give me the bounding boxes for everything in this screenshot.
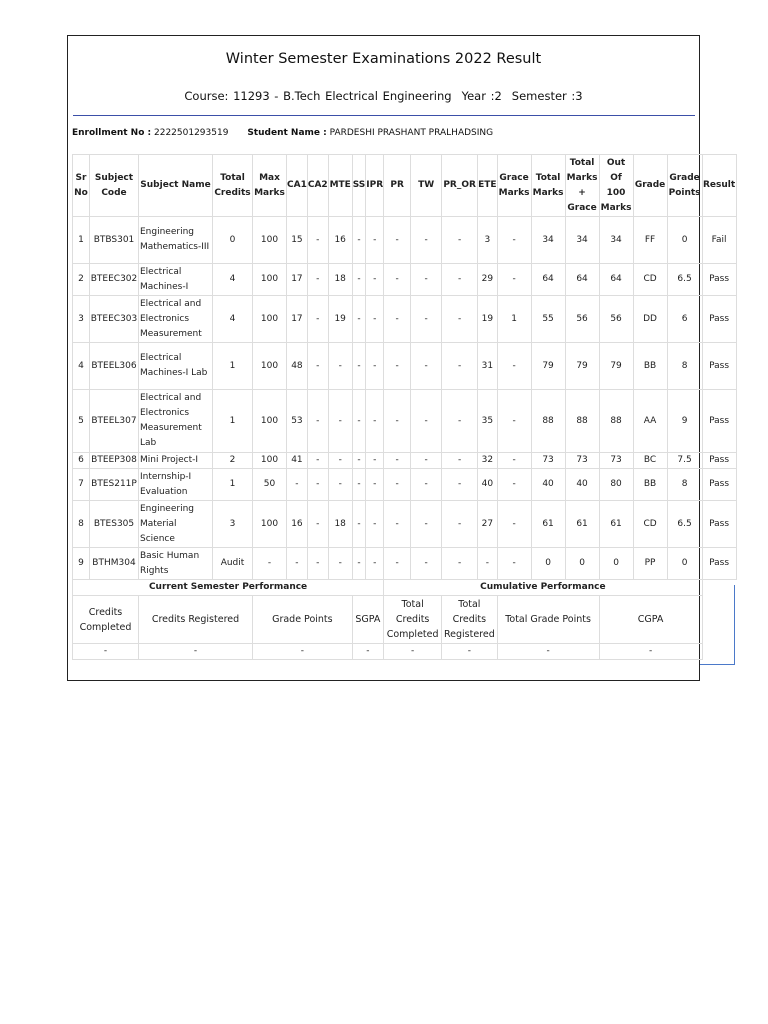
- table-cell: 73: [599, 453, 633, 469]
- table-cell: DD: [633, 296, 667, 343]
- student-name-value: PARDESHI PRASHANT PRALHADSING: [329, 128, 494, 138]
- table-cell: 2: [73, 264, 90, 296]
- current-performance-heading: Current Semester Performance: [73, 580, 384, 596]
- table-cell: -: [328, 343, 352, 390]
- table-cell: Internship-I Evaluation: [139, 469, 213, 501]
- table-cell: 64: [599, 264, 633, 296]
- table-cell: BTES305: [90, 501, 139, 548]
- table-cell: -: [384, 453, 411, 469]
- perf-label: Credits Registered: [139, 596, 253, 644]
- table-cell: BTBS301: [90, 217, 139, 264]
- table-cell: -: [287, 548, 308, 580]
- table-cell: 100: [253, 390, 287, 453]
- table-cell: -: [328, 548, 352, 580]
- col-header: Total Credits: [213, 155, 253, 217]
- table-cell: 9: [73, 548, 90, 580]
- table-cell: -: [442, 217, 478, 264]
- table-cell: 53: [287, 390, 308, 453]
- table-cell: 34: [565, 217, 599, 264]
- table-cell: -: [411, 264, 442, 296]
- table-cell: -: [307, 296, 328, 343]
- col-header: Grade: [633, 155, 667, 217]
- table-cell: 56: [599, 296, 633, 343]
- table-cell: -: [411, 296, 442, 343]
- perf-value: -: [73, 644, 139, 660]
- table-cell: 61: [599, 501, 633, 548]
- table-cell: 1: [497, 296, 531, 343]
- col-header: Grace Marks: [497, 155, 531, 217]
- table-cell: CD: [633, 264, 667, 296]
- table-cell: 0: [213, 217, 253, 264]
- table-cell: 0: [599, 548, 633, 580]
- table-cell: 17: [287, 264, 308, 296]
- table-cell: -: [366, 548, 384, 580]
- table-cell: 0: [667, 548, 702, 580]
- table-edge-line: [734, 585, 735, 665]
- table-cell: BB: [633, 469, 667, 501]
- table-cell: 1: [213, 390, 253, 453]
- table-cell: Electrical Machines-I: [139, 264, 213, 296]
- table-cell: 0: [565, 548, 599, 580]
- table-cell: 100: [253, 264, 287, 296]
- table-cell: Electrical and Electronics Measurement: [139, 296, 213, 343]
- table-cell: BB: [633, 343, 667, 390]
- perf-value: -: [352, 644, 383, 660]
- table-cell: BTEEL307: [90, 390, 139, 453]
- table-cell: Electrical and Electronics Measurement Lab: [139, 390, 213, 453]
- cumulative-performance-heading: Cumulative Performance: [384, 580, 702, 596]
- table-cell: BTEEL306: [90, 343, 139, 390]
- table-cell: 35: [478, 390, 497, 453]
- table-row: [73, 296, 737, 343]
- results-table: [72, 154, 737, 660]
- perf-value: -: [253, 644, 353, 660]
- table-cell: AA: [633, 390, 667, 453]
- table-cell: -: [411, 469, 442, 501]
- table-cell: -: [411, 343, 442, 390]
- table-cell: 61: [565, 501, 599, 548]
- col-header: Sr No: [73, 155, 90, 217]
- table-cell: 79: [531, 343, 565, 390]
- table-cell: -: [384, 390, 411, 453]
- table-cell: 18: [328, 501, 352, 548]
- table-cell: 8: [73, 501, 90, 548]
- table-cell: -: [307, 469, 328, 501]
- table-cell: 73: [565, 453, 599, 469]
- table-cell: 73: [531, 453, 565, 469]
- table-cell: 64: [565, 264, 599, 296]
- table-cell: -: [384, 264, 411, 296]
- table-cell: 40: [565, 469, 599, 501]
- table-cell: -: [307, 264, 328, 296]
- table-cell: -: [384, 296, 411, 343]
- table-cell: -: [366, 343, 384, 390]
- table-cell: -: [366, 296, 384, 343]
- col-header: Grade Points: [667, 155, 702, 217]
- table-cell: 40: [531, 469, 565, 501]
- table-cell: 3: [73, 296, 90, 343]
- perf-value: -: [497, 644, 599, 660]
- table-cell: -: [442, 501, 478, 548]
- table-cell: 56: [565, 296, 599, 343]
- table-cell: 32: [478, 453, 497, 469]
- performance-value-row: [73, 644, 737, 660]
- table-cell: 5: [73, 390, 90, 453]
- table-cell: 4: [73, 343, 90, 390]
- table-cell: -: [442, 469, 478, 501]
- table-cell: -: [384, 501, 411, 548]
- table-cell: -: [366, 264, 384, 296]
- table-cell: Mini Project-I: [139, 453, 213, 469]
- table-cell: Pass: [702, 343, 736, 390]
- col-header: SS: [352, 155, 366, 217]
- table-edge-line: [700, 664, 735, 665]
- col-header: CA1: [287, 155, 308, 217]
- col-header: Result: [702, 155, 736, 217]
- table-cell: -: [307, 217, 328, 264]
- table-cell: 16: [328, 217, 352, 264]
- table-cell: 88: [599, 390, 633, 453]
- table-cell: -: [497, 264, 531, 296]
- table-cell: 8: [667, 469, 702, 501]
- table-cell: -: [307, 501, 328, 548]
- table-cell: 9: [667, 390, 702, 453]
- table-cell: 27: [478, 501, 497, 548]
- perf-label: Credits Completed: [73, 596, 139, 644]
- perf-label: Total Grade Points: [497, 596, 599, 644]
- table-cell: 31: [478, 343, 497, 390]
- table-cell: -: [497, 390, 531, 453]
- col-header: Total Marks: [531, 155, 565, 217]
- table-cell: 15: [287, 217, 308, 264]
- table-cell: 19: [328, 296, 352, 343]
- table-cell: -: [366, 469, 384, 501]
- table-cell: -: [411, 390, 442, 453]
- table-cell: -: [478, 548, 497, 580]
- table-cell: Engineering Mathematics-III: [139, 217, 213, 264]
- table-row: [73, 469, 737, 501]
- table-cell: 100: [253, 217, 287, 264]
- perf-label: Total Credits Registered: [442, 596, 497, 644]
- table-cell: 100: [253, 343, 287, 390]
- table-cell: -: [307, 390, 328, 453]
- table-cell: 4: [213, 264, 253, 296]
- table-cell: -: [497, 343, 531, 390]
- table-cell: -: [442, 343, 478, 390]
- table-cell: -: [384, 469, 411, 501]
- table-cell: 100: [253, 296, 287, 343]
- table-cell: -: [352, 453, 366, 469]
- table-cell: Electrical Machines-I Lab: [139, 343, 213, 390]
- header-divider: [73, 115, 695, 116]
- year-info: Year :2: [461, 89, 502, 103]
- table-cell: 7.5: [667, 453, 702, 469]
- table-cell: FF: [633, 217, 667, 264]
- enrollment-label: Enrollment No :: [72, 128, 152, 138]
- table-cell: 1: [213, 469, 253, 501]
- table-cell: PP: [633, 548, 667, 580]
- performance-section: [73, 580, 737, 660]
- table-row: [73, 343, 737, 390]
- table-cell: -: [352, 217, 366, 264]
- perf-value: -: [599, 644, 702, 660]
- table-cell: Pass: [702, 469, 736, 501]
- table-cell: 48: [287, 343, 308, 390]
- table-row: [73, 264, 737, 296]
- table-cell: -: [352, 548, 366, 580]
- table-cell: 0: [667, 217, 702, 264]
- table-cell: -: [253, 548, 287, 580]
- table-cell: -: [328, 453, 352, 469]
- table-cell: 50: [253, 469, 287, 501]
- table-cell: 79: [599, 343, 633, 390]
- table-cell: 0: [531, 548, 565, 580]
- table-cell: -: [442, 296, 478, 343]
- table-cell: -: [328, 469, 352, 501]
- table-cell: Pass: [702, 296, 736, 343]
- student-name-label: Student Name :: [247, 128, 327, 138]
- perf-value: -: [442, 644, 497, 660]
- table-row: [73, 548, 737, 580]
- table-cell: 79: [565, 343, 599, 390]
- table-cell: -: [366, 217, 384, 264]
- table-cell: -: [411, 217, 442, 264]
- table-cell: 1: [73, 217, 90, 264]
- table-cell: BC: [633, 453, 667, 469]
- table-cell: 3: [213, 501, 253, 548]
- table-cell: Pass: [702, 453, 736, 469]
- table-cell: -: [328, 390, 352, 453]
- table-cell: BTES211P: [90, 469, 139, 501]
- table-cell: Engineering Material Science: [139, 501, 213, 548]
- col-header: Total Marks + Grace: [565, 155, 599, 217]
- performance-heading-row: [73, 580, 737, 596]
- perf-label: Grade Points: [253, 596, 353, 644]
- table-cell: 2: [213, 453, 253, 469]
- table-cell: 6: [73, 453, 90, 469]
- table-cell: Fail: [702, 217, 736, 264]
- table-cell: BTEEP308: [90, 453, 139, 469]
- table-cell: -: [352, 469, 366, 501]
- table-cell: 100: [253, 453, 287, 469]
- table-cell: -: [366, 390, 384, 453]
- table-cell: 4: [213, 296, 253, 343]
- table-cell: 18: [328, 264, 352, 296]
- table-cell: 64: [531, 264, 565, 296]
- table-cell: 6.5: [667, 501, 702, 548]
- table-cell: Pass: [702, 390, 736, 453]
- table-cell: -: [384, 548, 411, 580]
- semester-info: Semester :3: [511, 89, 583, 103]
- table-cell: -: [384, 343, 411, 390]
- course-info: Course: 11293 - B.Tech Electrical Engineering: [184, 89, 452, 103]
- perf-label: SGPA: [352, 596, 383, 644]
- col-header: Subject Code: [90, 155, 139, 217]
- col-header: Max Marks: [253, 155, 287, 217]
- table-cell: 16: [287, 501, 308, 548]
- col-header: Out Of 100 Marks: [599, 155, 633, 217]
- table-cell: Pass: [702, 548, 736, 580]
- perf-label: CGPA: [599, 596, 702, 644]
- table-cell: -: [384, 217, 411, 264]
- table-header-row: [73, 155, 737, 217]
- table-cell: -: [497, 469, 531, 501]
- table-row: [73, 217, 737, 264]
- col-header: ETE: [478, 155, 497, 217]
- table-cell: 88: [565, 390, 599, 453]
- perf-value: -: [139, 644, 253, 660]
- table-cell: -: [442, 453, 478, 469]
- table-cell: -: [352, 343, 366, 390]
- table-cell: 8: [667, 343, 702, 390]
- table-cell: -: [442, 390, 478, 453]
- col-header: IPR: [366, 155, 384, 217]
- table-cell: -: [411, 501, 442, 548]
- table-cell: 88: [531, 390, 565, 453]
- results-body: [73, 217, 737, 580]
- table-cell: -: [411, 548, 442, 580]
- table-cell: -: [366, 501, 384, 548]
- table-cell: 34: [531, 217, 565, 264]
- table-cell: -: [307, 453, 328, 469]
- table-cell: BTHM304: [90, 548, 139, 580]
- table-cell: Pass: [702, 264, 736, 296]
- col-header: MTE: [328, 155, 352, 217]
- col-header: Subject Name: [139, 155, 213, 217]
- col-header: PR_OR: [442, 155, 478, 217]
- table-cell: 61: [531, 501, 565, 548]
- table-cell: -: [352, 264, 366, 296]
- table-cell: -: [497, 548, 531, 580]
- table-cell: 3: [478, 217, 497, 264]
- table-cell: 80: [599, 469, 633, 501]
- table-cell: 34: [599, 217, 633, 264]
- table-cell: -: [442, 264, 478, 296]
- table-cell: 7: [73, 469, 90, 501]
- perf-value: -: [384, 644, 442, 660]
- table-cell: -: [497, 501, 531, 548]
- table-cell: -: [411, 453, 442, 469]
- student-info: [72, 128, 493, 138]
- enrollment-value: 2222501293519: [154, 128, 229, 138]
- table-cell: -: [287, 469, 308, 501]
- table-cell: CD: [633, 501, 667, 548]
- col-header: TW: [411, 155, 442, 217]
- table-cell: -: [352, 296, 366, 343]
- table-cell: -: [497, 453, 531, 469]
- table-cell: 6: [667, 296, 702, 343]
- table-cell: 40: [478, 469, 497, 501]
- table-cell: Pass: [702, 501, 736, 548]
- page-title: Winter Semester Examinations 2022 Result: [225, 51, 542, 67]
- table-cell: -: [352, 501, 366, 548]
- table-cell: BTEEC302: [90, 264, 139, 296]
- course-line: [68, 89, 699, 103]
- table-cell: 6.5: [667, 264, 702, 296]
- table-cell: 19: [478, 296, 497, 343]
- table-cell: 55: [531, 296, 565, 343]
- table-cell: -: [307, 548, 328, 580]
- table-cell: -: [497, 217, 531, 264]
- table-cell: Audit: [213, 548, 253, 580]
- perf-label: Total Credits Completed: [384, 596, 442, 644]
- table-cell: 17: [287, 296, 308, 343]
- table-cell: 29: [478, 264, 497, 296]
- table-cell: -: [307, 343, 328, 390]
- performance-label-row: [73, 596, 737, 644]
- col-header: PR: [384, 155, 411, 217]
- table-row: [73, 501, 737, 548]
- table-cell: -: [442, 548, 478, 580]
- table-row: [73, 453, 737, 469]
- table-cell: -: [352, 390, 366, 453]
- table-cell: -: [366, 453, 384, 469]
- col-header: CA2: [307, 155, 328, 217]
- table-cell: 100: [253, 501, 287, 548]
- table-cell: 41: [287, 453, 308, 469]
- table-cell: 1: [213, 343, 253, 390]
- table-cell: BTEEC303: [90, 296, 139, 343]
- table-cell: Basic Human Rights: [139, 548, 213, 580]
- table-row: [73, 390, 737, 453]
